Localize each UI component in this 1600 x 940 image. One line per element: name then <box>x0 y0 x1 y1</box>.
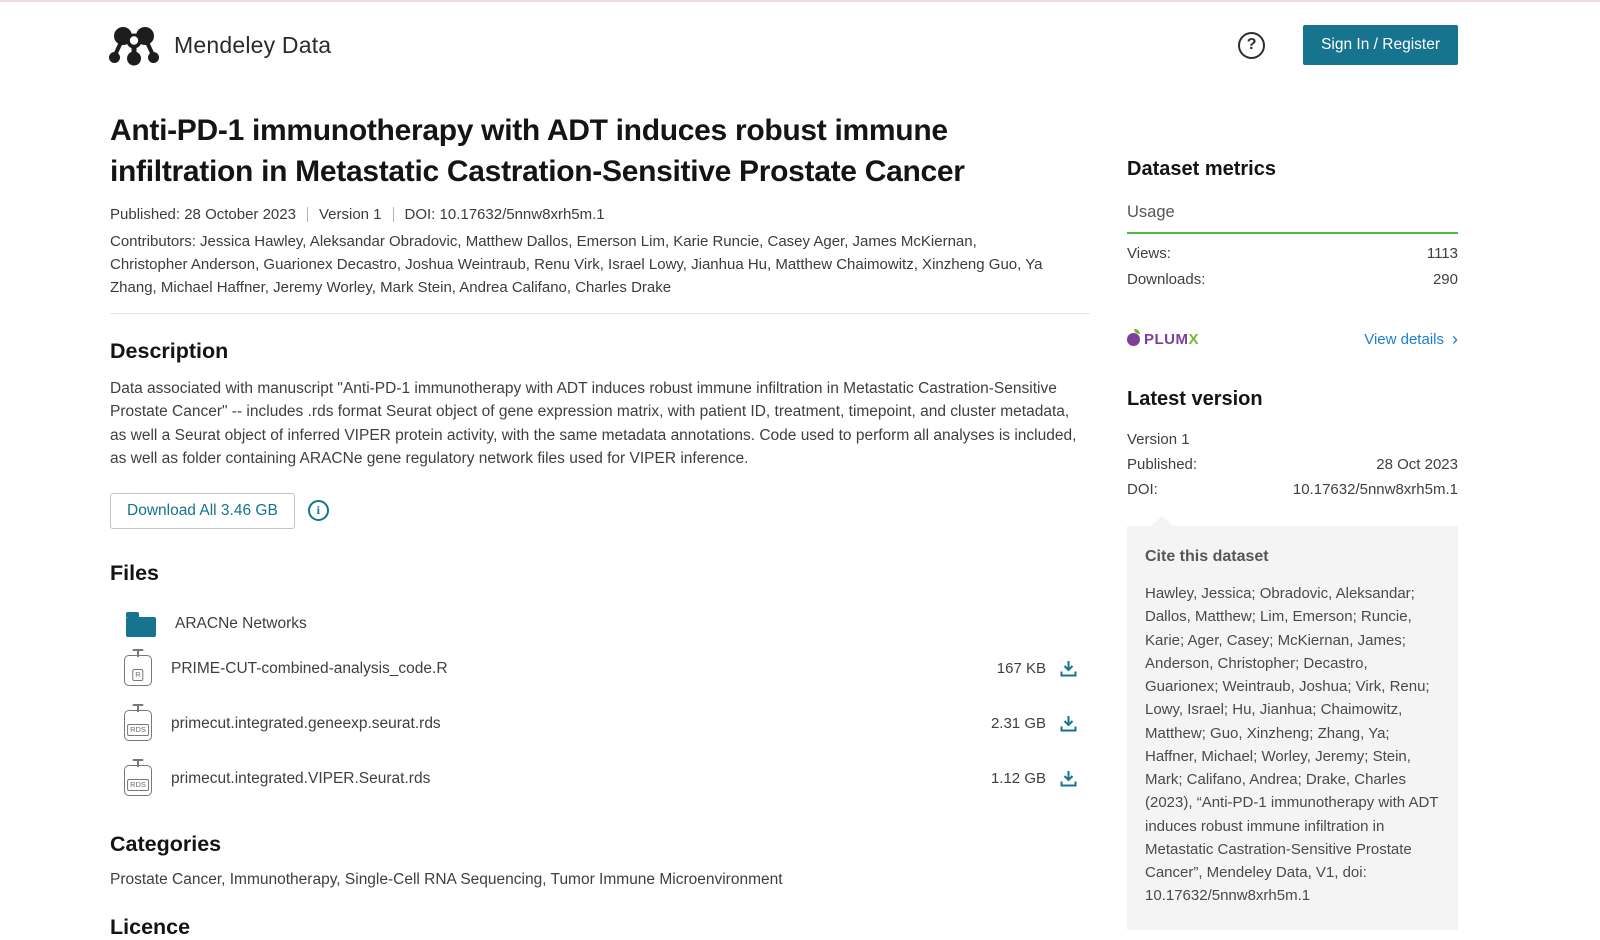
file-name: PRIME-CUT-combined-analysis_code.R <box>171 659 448 677</box>
download-icon[interactable] <box>1059 714 1078 733</box>
folder-icon <box>126 617 156 637</box>
folder-row[interactable] <box>110 612 1090 637</box>
doi-value: 10.17632/5nnw8xrh5m.1 <box>1292 481 1458 498</box>
contributors-label: Contributors: <box>110 232 201 250</box>
folder-name: ARACNe Networks <box>175 615 307 633</box>
file-row[interactable] <box>110 701 1090 747</box>
file-size: 2.31 GB <box>990 715 1046 733</box>
licence-heading: Licence <box>110 914 191 939</box>
description-heading: Description <box>110 338 229 363</box>
file-name: primecut.integrated.geneexp.seurat.rds <box>171 714 441 732</box>
brand-name: Mendeley Data <box>174 31 332 58</box>
doi-value: DOI: 10.17632/5nnw8xrh5m.1 <box>404 205 605 223</box>
plumx-wordmark: PLUM <box>1144 330 1189 348</box>
chevron-right-icon: › <box>1452 329 1458 349</box>
header <box>0 2 1600 88</box>
plumx-logo[interactable] <box>1127 331 1199 348</box>
description-text: Data associated with manuscript "Anti-PD-1 immunotherapy with ADT induces robust immune infiltration in Metastatic Castration-Sensitive Prostate Cancer" -- includes .rds format Seurat object of gene expression matrix, with patient ID, treatment, timepoint, and cluster metadata, as well a Seurat object of inferred VIPER protein activity, with the same metadata annotations. Code used to perform all analyses is included, as well as folder containing ARACNe gene regulatory network files used for VIPER inference. <box>110 379 1077 468</box>
views-row <box>1127 245 1458 262</box>
latest-doi-row <box>1127 481 1458 498</box>
download-all-button[interactable]: Download All 3.46 GB <box>110 493 295 529</box>
downloads-row <box>1127 271 1458 288</box>
file-size: 1.12 GB <box>990 770 1046 788</box>
usage-tab[interactable]: Usage <box>1127 203 1458 234</box>
file-icon <box>124 710 152 741</box>
file-size: 167 KB <box>996 660 1046 678</box>
file-row[interactable] <box>110 756 1090 802</box>
cite-heading: Cite this dataset <box>1145 548 1269 565</box>
plumx-plum-icon <box>1127 333 1140 346</box>
published-value: 28 Oct 2023 <box>1376 456 1458 473</box>
citation-text: Hawley, Jessica; Obradovic, Aleksandar; Dallos, Matthew; Lim, Emerson; Runcie, Karie; Ager, Casey; McKiernan, James; Anderson, Christopher; Decastro, Guarionex; Weintraub, Joshua; Virk, Renu; Lowy, Israel; Hu, Jianhua; Chaimowitz, Matthew; Guo, Xinzheng; Zhang, Ya; Haffner, Michael; Worley, Jeremy; Stein, Mark; Califano, Andrea; Drake, Charles (2023), “Anti-PD-1 immunotherapy with ADT induces robust immune infiltration in Metastatic Castration-Sensitive Prostate Cancer”, Mendeley Data, V1, doi: 10.17632/5nnw8xrh5m.1 <box>1145 585 1439 905</box>
latest-version-heading: Latest version <box>1127 388 1263 410</box>
cite-dataset-box <box>1127 526 1458 930</box>
main-column <box>110 88 1090 940</box>
publication-meta <box>110 206 1090 223</box>
categories-list: Prostate Cancer, Immunotherapy, Single-Cell RNA Sequencing, Tumor Immune Microenvironment <box>110 870 783 888</box>
categories-heading: Categories <box>110 831 222 856</box>
meta-separator <box>307 207 308 222</box>
dataset-title: Anti-PD-1 immunotherapy with ADT induces robust immune infiltration in Metastatic Castration-Sensitive Prostate Cancer <box>110 114 965 189</box>
file-icon <box>124 765 152 796</box>
help-icon[interactable]: ? <box>1238 32 1265 59</box>
contributors-names: Jessica Hawley, Aleksandar Obradovic, Matthew Dallos, Emerson Lim, Karie Runcie, Casey Ager, James McKiernan, Christopher Anderson, Guarionex Decastro, Joshua Weintraub, Renu Virk, Israel Lowy, Jianhua Hu, Matthew Chaimowitz, Xinzheng Guo, Ya Zhang, Michael Haffner, Jeremy Worley, Mark Stein, Andrea Califano, Charles Drake <box>110 232 1043 297</box>
view-details-link[interactable] <box>1364 330 1458 348</box>
mendeley-data-logo[interactable] <box>108 24 331 66</box>
file-row[interactable] <box>110 646 1090 692</box>
latest-published-row <box>1127 456 1458 473</box>
files-heading: Files <box>110 560 159 585</box>
latest-version-number: Version 1 <box>1127 431 1190 448</box>
contributors-list <box>110 230 1055 300</box>
file-name: primecut.integrated.VIPER.Seurat.rds <box>171 769 431 787</box>
downloads-value: 290 <box>1432 271 1458 288</box>
view-details-label: View details <box>1364 330 1444 348</box>
sidebar <box>1127 88 1458 940</box>
file-type-badge: RDS <box>127 779 149 791</box>
section-divider <box>110 313 1090 314</box>
views-label: Views: <box>1127 245 1171 262</box>
version-label: Version 1 <box>318 205 382 223</box>
file-type-badge: R <box>132 669 143 681</box>
mendeley-logo-icon <box>108 24 160 66</box>
views-value: 1113 <box>1426 245 1458 262</box>
meta-separator <box>393 207 394 222</box>
dataset-metrics-heading: Dataset metrics <box>1127 158 1276 180</box>
downloads-label: Downloads: <box>1127 271 1206 288</box>
plumx-x: X <box>1188 330 1199 348</box>
published-date: Published: 28 October 2023 <box>110 205 296 223</box>
published-label: Published: <box>1127 456 1198 473</box>
file-icon <box>124 655 152 686</box>
download-icon[interactable] <box>1059 769 1078 788</box>
file-type-badge: RDS <box>127 724 149 736</box>
info-icon[interactable]: i <box>308 500 329 521</box>
download-icon[interactable] <box>1059 659 1078 678</box>
doi-label: DOI: <box>1127 481 1158 498</box>
sign-in-register-button[interactable]: Sign In / Register <box>1303 25 1458 65</box>
